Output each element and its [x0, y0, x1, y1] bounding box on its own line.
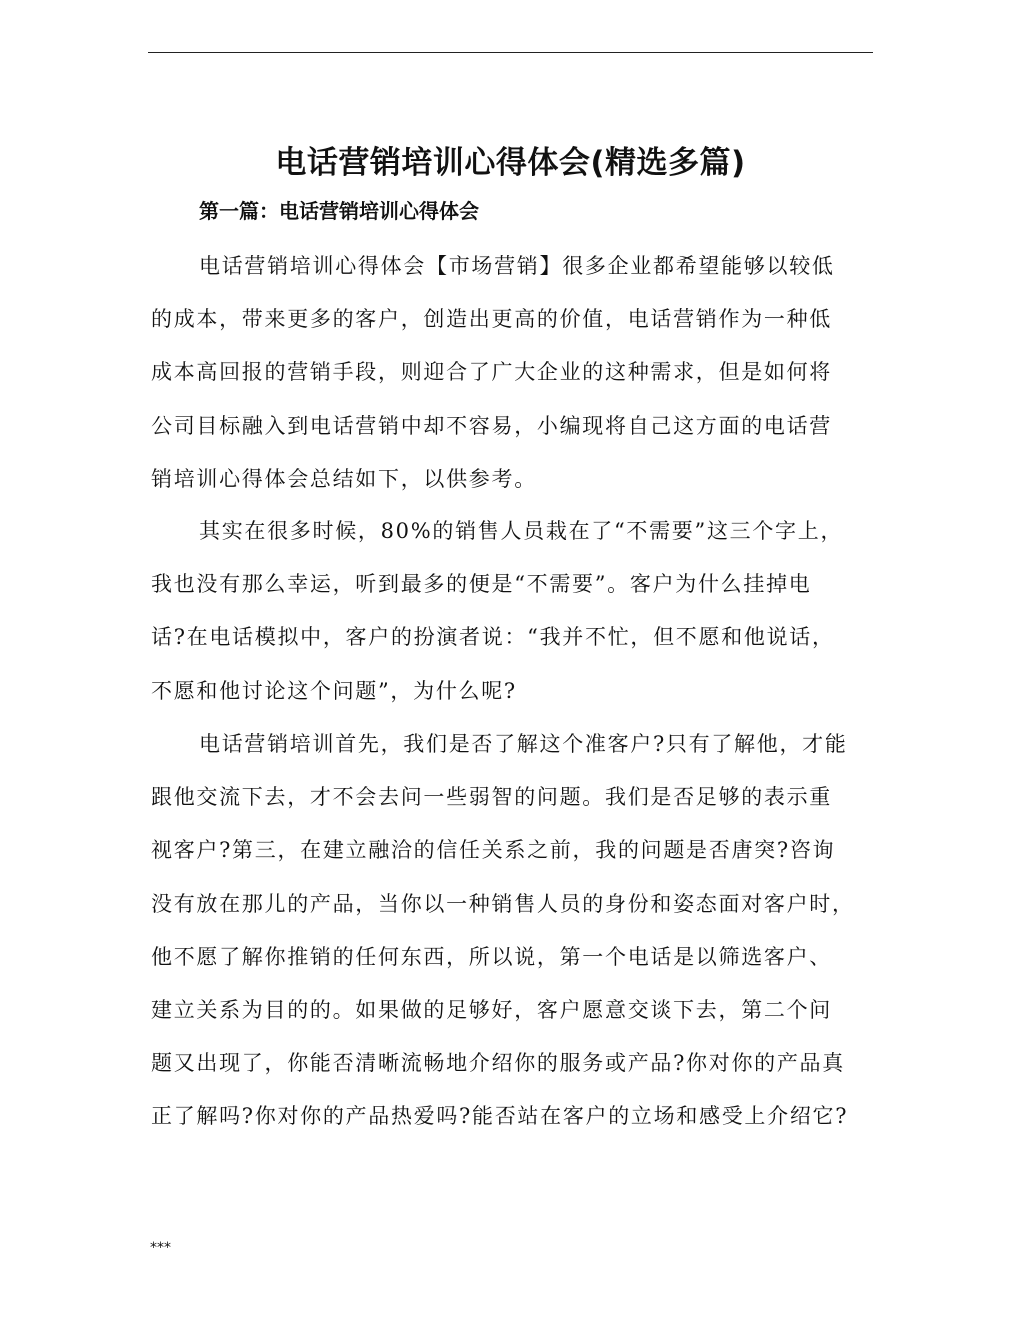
- paragraph-3: 电话营销培训首先，我们是否了解这个准客户?只有了解他，才能 跟他交流下去，才不会去问一些弱智的问题。我们是否足够的表示重 视客户?第三，在建立融洽的信任关系之前，我的问题是否唐突?咨询 没有放在那儿的产品，当你以一种销售人员的身份和姿态面对客户时， 他不愿了解你推销的任何东西，所以说，第一个电话是以筛选客户、 建立关系为目的的。如果做的足够好，客户愿意交谈下去，第二个问 题又出现了，你能否清晰流畅地介绍你的服务或产品?你对你的产品真 正了解吗?你对你的产品热爱吗?能否站在客户的立场和感受上介绍它?: [151, 732, 855, 1129]
- paragraph-1: 电话营销培训心得体会【市场营销】很多企业都希望能够以较低 的成本，带来更多的客户，创造出更高的价值，电话营销作为一种低 成本高回报的营销手段，则迎合了广大企业的这种需求，但是如何将 公司目标融入到电话营销中却不容易，小编现将自己这方面的电话营 销培训心得体会总结如下，以供参考。: [151, 254, 835, 491]
- document-title: 电话营销培训心得体会(精选多篇): [275, 144, 746, 181]
- header-rule: [148, 52, 873, 53]
- paragraph-2: 其实在很多时候，80%的销售人员栽在了“不需要”这三个字上， 我也没有那么幸运，听到最多的便是“不需要”。客户为什么挂掉电 话?在电话模拟中，客户的扮演者说：“我并不忙，但不愿和他说话， 不愿和他讨论这个问题”，为什么呢?: [151, 519, 844, 703]
- footer-mark: ***: [150, 1240, 171, 1256]
- section-heading: 第一篇：电话营销培训心得体会: [199, 199, 479, 223]
